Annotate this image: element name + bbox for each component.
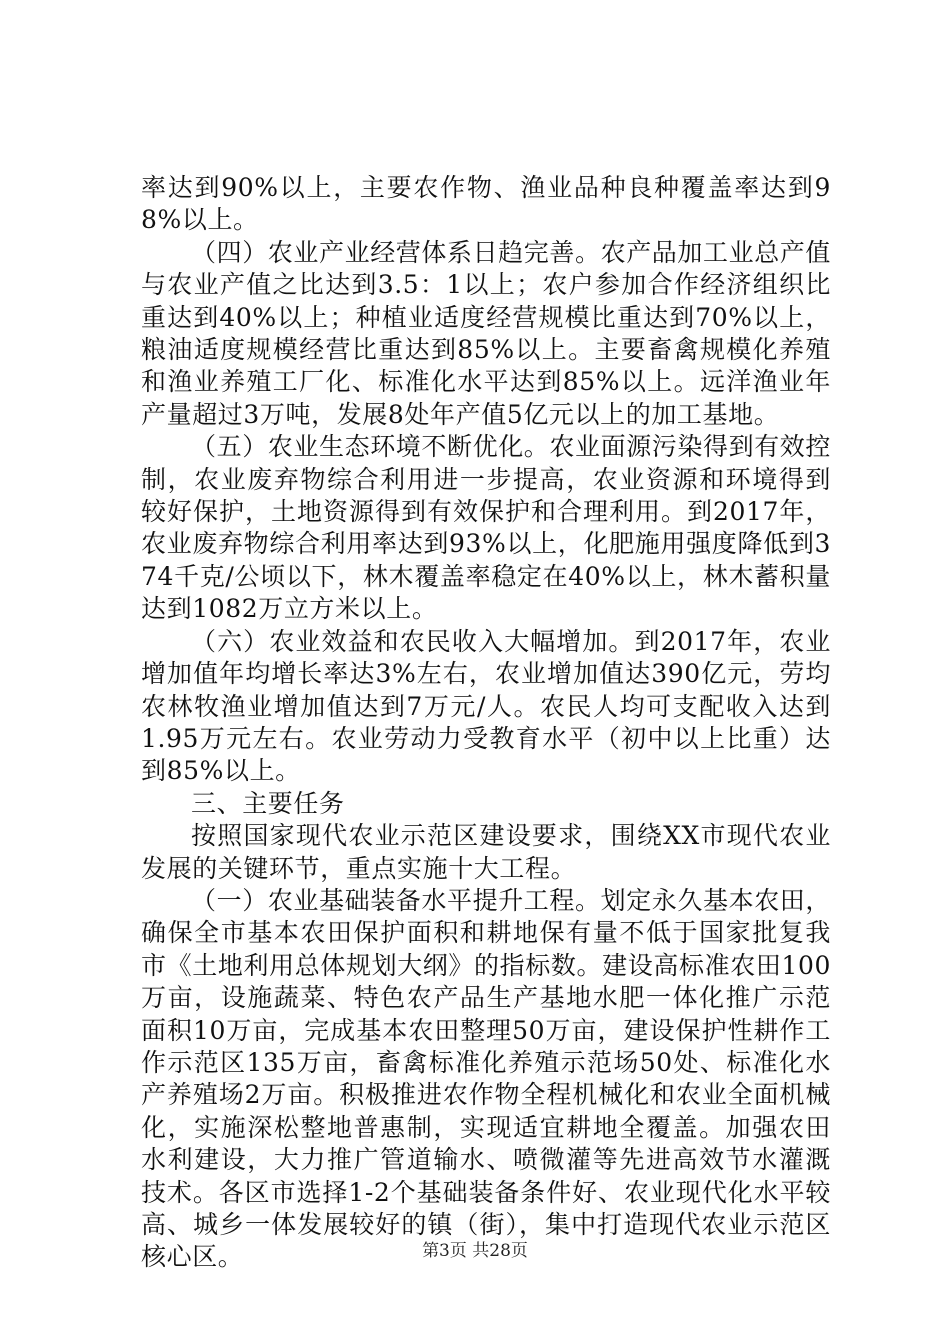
paragraph-section-6: （六）农业效益和农民收入大幅增加。到2017年，农业增加值年均增长率达3%左右，农业增加值达390亿元，劳均农林牧渔业增加值达到7万元/人。农民人均可支配收入达到1.95万元左右。农业劳动力受教育水平（初中以上比重）达到85%以上。 <box>141 626 831 786</box>
paragraph-continuation: 率达到90%以上，主要农作物、渔业品种良种覆盖率达到98%以上。 <box>141 173 831 235</box>
paragraph-section-4: （四）农业产业经营体系日趋完善。农产品加工业总产值与农业产值之比达到3.5：1以上；农户参加合作经济组织比重达到40%以上；种植业适度经营规模比重达到70%以上，粮油适度规模经营比重达到85%以上。主要畜禽规模化养殖和渔业养殖工厂化、标准化水平达到85%以上。远洋渔业年产量超过3万吨，发展8处年产值5亿元以上的加工基地。 <box>141 237 832 429</box>
paragraph-task-1: （一）农业基础装备水平提升工程。划定永久基本农田，确保全市基本农田保护面积和耕地保有量不低于国家批复我市《土地利用总体规划大纲》的指标数。建设高标准农田100万亩，设施蔬菜、特色农产品生产基地水肥一体化推广示范面积10万亩，完成基本农田整理50万亩，建设保护性耕作工作示范区135万亩，畜禽标准化养殖示范场50处、标准化水产养殖场2万亩。积极推进农作物全程机械化和农业全面机械化，实施深松整地普惠制，实现适宜耕地全覆盖。加强农田水利建设，大力推广管道输水、喷微灌等先进高效节水灌溉技术。各区市选择1-2个基础装备条件好、农业现代化水平较高、城乡一体发展较好的镇（街），集中打造现代农业示范区核心区。 <box>141 885 832 1272</box>
page-footer: 第3页 共28页 <box>422 1241 528 1261</box>
paragraph-section-5: （五）农业生态环境不断优化。农业面源污染得到有效控制，农业废弃物综合利用进一步提高，农业资源和环境得到较好保护，土地资源得到有效保护和合理利用。到2017年，农业废弃物综合利用率达到93%以上，化肥施用强度降低到374千克/公顷以下，林木覆盖率稳定在40%以上，林木蓄积量达到1082万立方米以上。 <box>141 432 832 624</box>
paragraph-tasks-intro: 按照国家现代农业示范区建设要求，围绕XX市现代农业发展的关键环节，重点实施十大工程。 <box>141 821 831 883</box>
document-body <box>141 172 831 1274</box>
section-heading-main-tasks: 三、主要任务 <box>191 788 345 818</box>
